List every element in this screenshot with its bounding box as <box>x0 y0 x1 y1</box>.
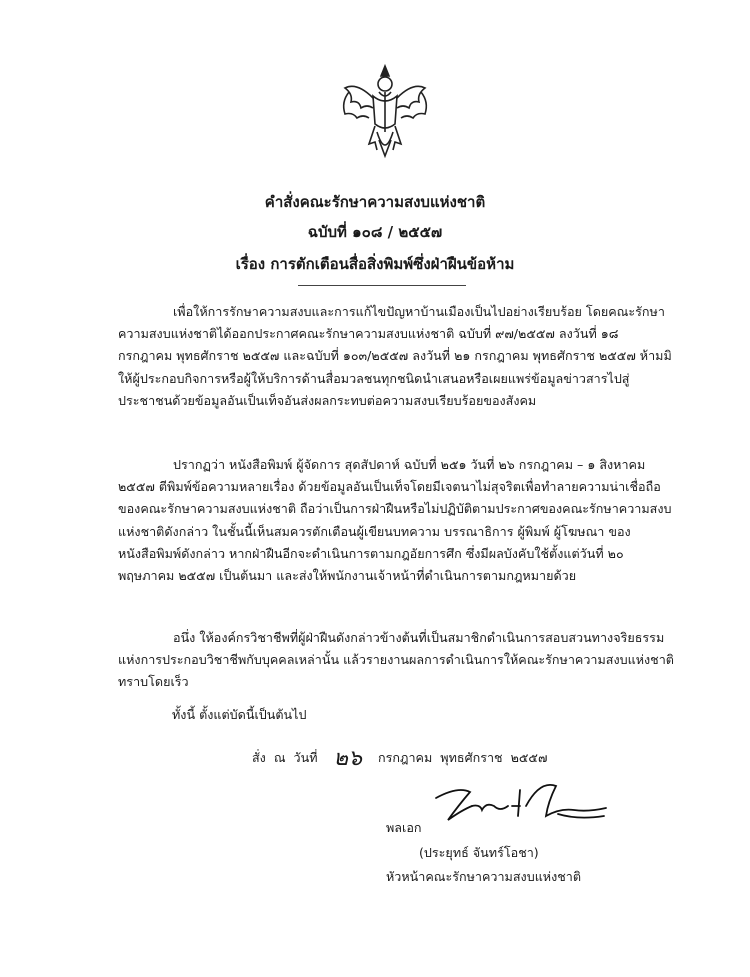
order-date-line <box>252 740 547 775</box>
order-date-suffix: กรกฎาคม พุทธศักราช ๒๕๕๗ <box>378 750 548 765</box>
order-number: ฉบับที่ ๑๐๘ / ๒๕๕๗ <box>307 223 443 241</box>
order-date-prefix: สั่ง ณ วันที่ <box>252 750 318 765</box>
order-date-day: ๒๖ <box>333 746 362 771</box>
paragraph-1: เพื่อให้การรักษาความสงบและการแก้ไขปัญหาบ้านเมืองเป็นไปอย่างเรียบร้อย โดยคณะรักษาความสงบแห่งชาติได้ออกประกาศคณะรักษาความสงบแห่งชาติ ฉบับที่ ๙๗/๒๕๕๗ ลงวันที่ ๑๘ กรกฎาคม พุทธศักราช ๒๕๕๗ และฉบับที่ ๑๐๓/๒๕๕๗ ลงวันที่ ๒๑ กรกฎาคม พุทธศักราช ๒๕๕๗ ห้ามมิให้ผู้ประกอบกิจการหรือผู้ให้บริการด้านสื่อมวลชนทุกชนิดนำเสนอหรือเผยแพร่ข้อมูลข่าวสารไปสู่ประชาชนด้วยข้อมูลอันเป็นเท็จอันส่งผลกระทบต่อความสงบเรียบร้อยของสังคม <box>118 304 672 408</box>
order-title: คำสั่งคณะรักษาความสงบแห่งชาติ <box>264 193 486 211</box>
signatory-position: หัวหน้าคณะรักษาความสงบแห่งชาติ <box>386 869 582 884</box>
paragraph-3: อนึ่ง ให้องค์กรวิชาชีพที่ผู้ฝ่าฝืนดังกล่าวข้างต้นที่เป็นสมาชิกดำเนินการสอบสวนทางจริยธรรมแห่งการประกอบวิชาชีพกับบุคคลเหล่านั้น แล้วรายงานผลการดำเนินการให้คณะรักษาความสงบแห่งชาติทราบโดยเร็ว <box>118 630 674 690</box>
order-subject: เรื่อง การตักเตือนสื่อสิ่งพิมพ์ซึ่งฝ่าฝืนข้อห้าม <box>235 255 515 273</box>
closing-line: ทั้งนี้ ตั้งแต่บัดนี้เป็นต้นไป <box>172 707 307 722</box>
signatory-rank: พลเอก <box>386 820 422 835</box>
signatory-name: (ประยุทธ์ จันทร์โอชา) <box>419 845 539 860</box>
handwritten-signature-icon <box>428 776 613 836</box>
title-divider <box>298 285 466 286</box>
paragraph-2: ปรากฏว่า หนังสือพิมพ์ ผู้จัดการ สุดสัปดาห์ ฉบับที่ ๒๕๑ วันที่ ๒๖ กรกฎาคม – ๑ สิงหาคม ๒๕๕๗ ตีพิมพ์ข้อความหลายเรื่อง ด้วยข้อมูลอันเป็นเท็จโดยมีเจตนาไม่สุจริตเพื่อทำลายความน่าเชื่อถือของคณะรักษาความสงบแห่งชาติ ถือว่าเป็นการฝ่าฝืนหรือไม่ปฏิบัติตามประกาศของคณะรักษาความสงบแห่งชาติดังกล่าว ในชั้นนี้เห็นสมควรตักเตือนผู้เขียนบทความ บรรณาธิการ ผู้พิมพ์ ผู้โฆษณา ของหนังสือพิมพ์ดังกล่าว หากฝ่าฝืนอีกจะดำเนินการตามกฎอัยการศึก ซึ่งมีผลบังคับใช้ตั้งแต่วันที่ ๒๐ พฤษภาคม ๒๕๕๗ เป็นต้นมา และส่งให้พนักงานเจ้าหน้าที่ดำเนินการตามกฎหมายด้วย <box>118 457 672 584</box>
garuda-emblem-icon <box>335 62 435 162</box>
